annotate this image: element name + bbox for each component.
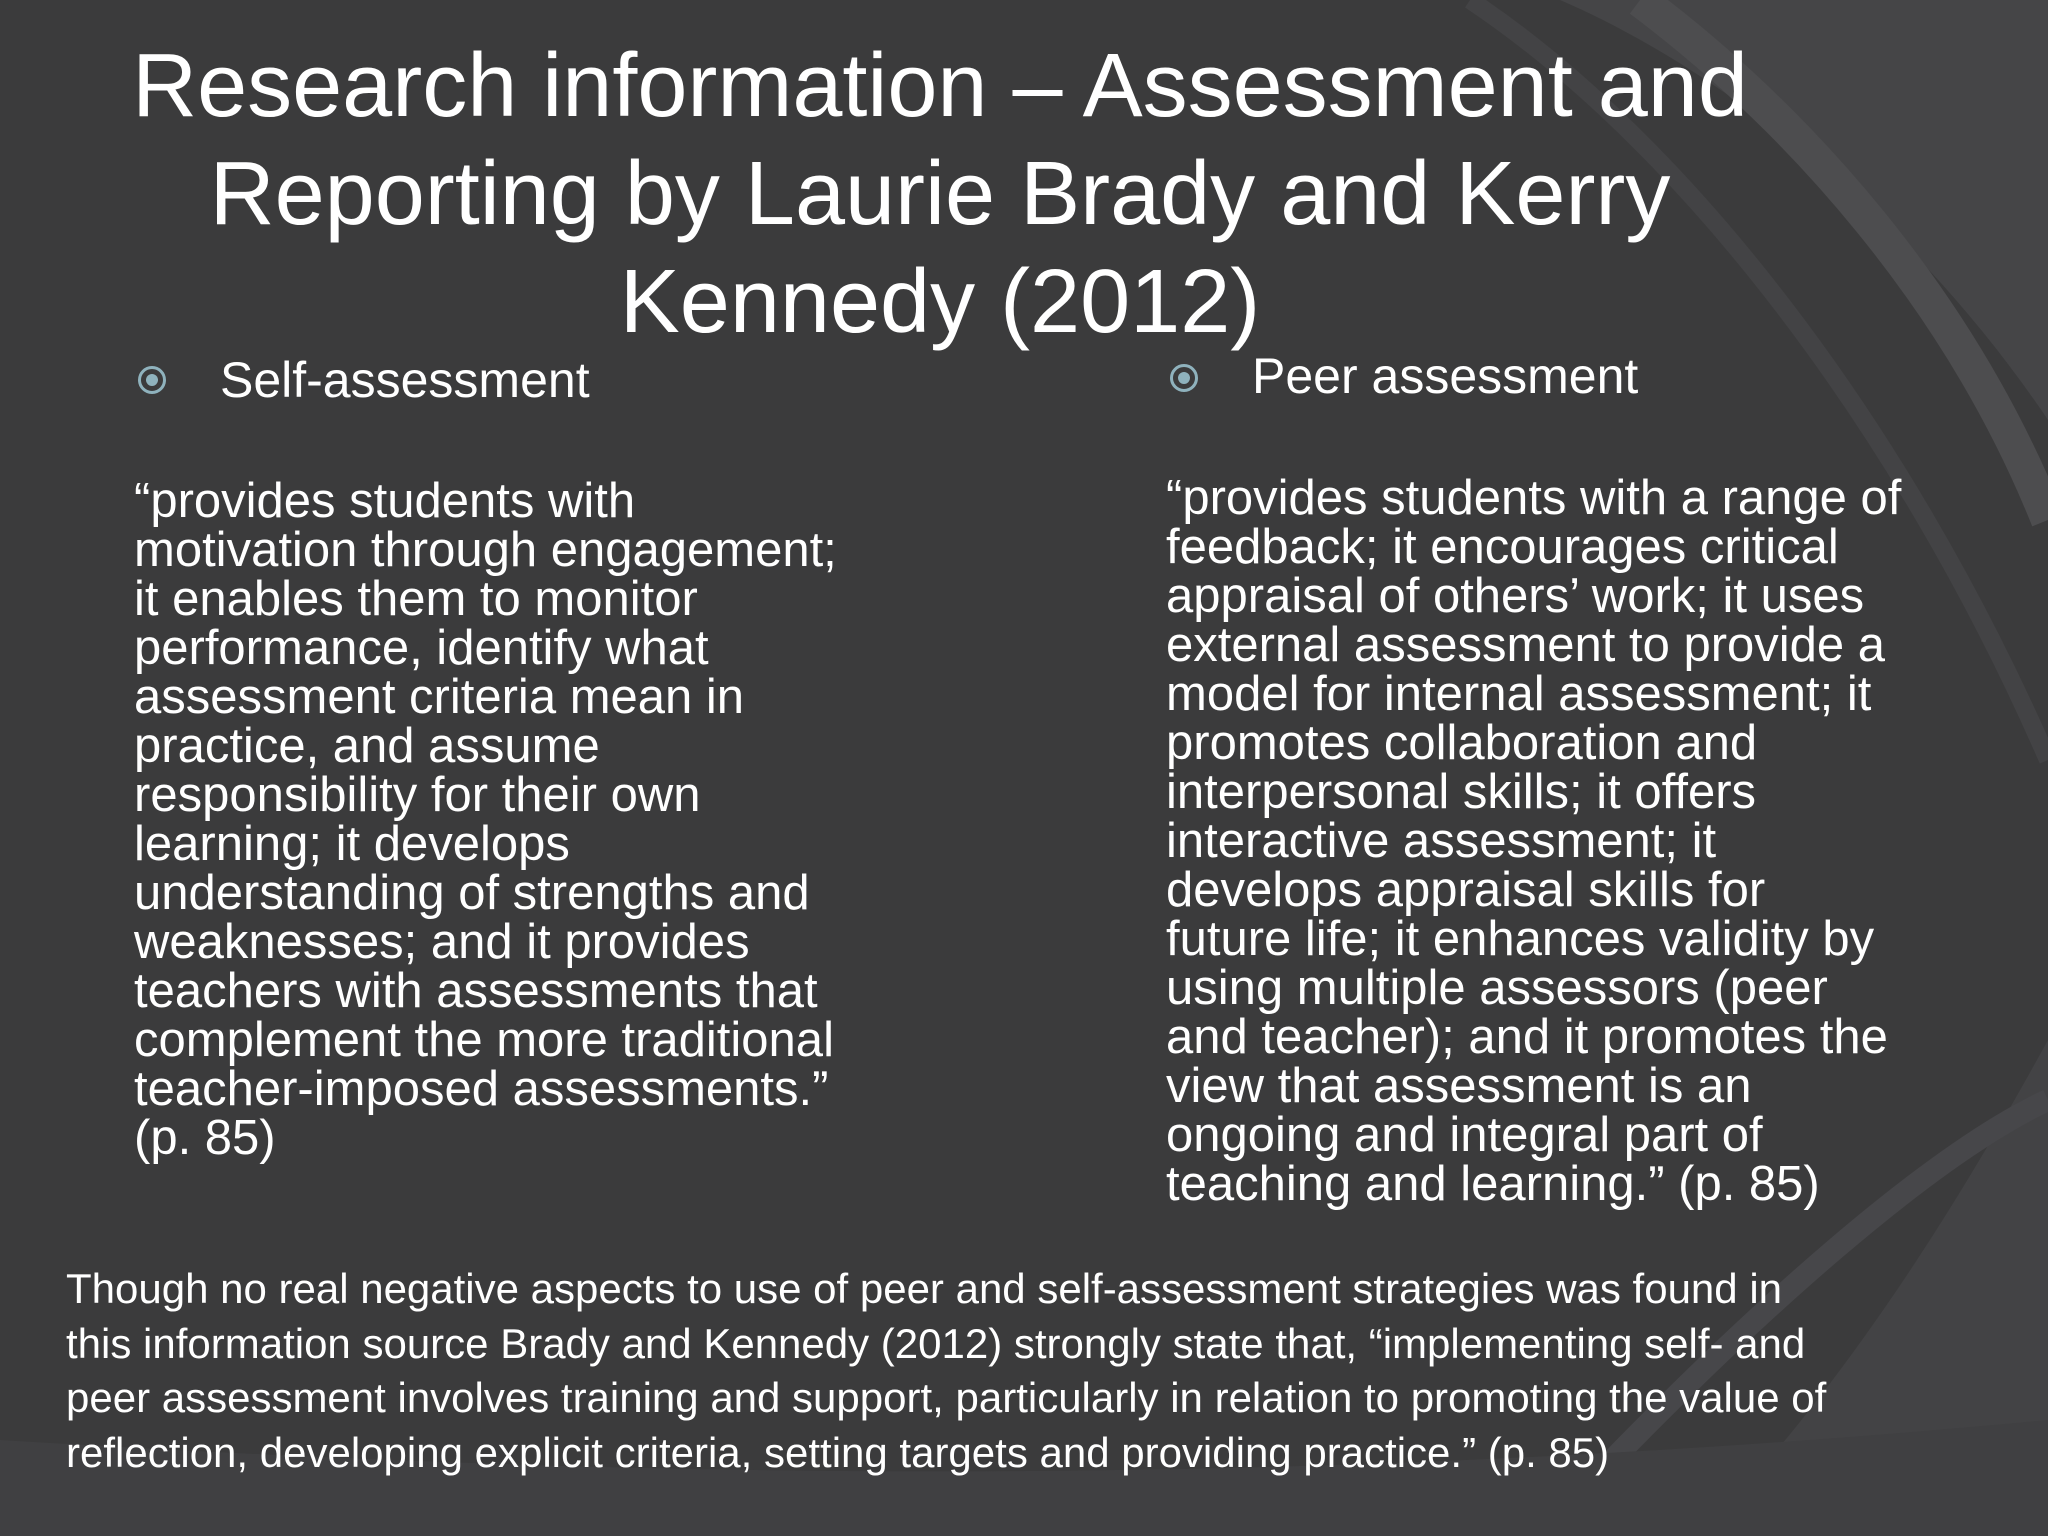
circle-bullet-icon <box>138 366 166 394</box>
quote-line: and teacher); and it promotes the <box>1166 1010 1888 1064</box>
quote-line: interactive assessment; it <box>1166 814 1717 868</box>
quote-line: view that assessment is an <box>1166 1059 1752 1113</box>
circle-bullet-icon <box>1170 364 1198 392</box>
quote-line: appraisal of others’ work; it uses <box>1166 569 1865 623</box>
quote-line: using multiple assessors (peer <box>1166 961 1828 1015</box>
quote-line: teaching and learning.” (p. 85) <box>1166 1157 1820 1211</box>
quote-line: interpersonal skills; it offers <box>1166 765 1757 819</box>
quote-line: performance, identify what <box>134 621 709 675</box>
quote-line: teachers with assessments that <box>134 964 818 1018</box>
summary-paragraph <box>66 1262 2006 1480</box>
quote-line: external assessment to provide a <box>1166 618 1886 672</box>
title-line: Research information – Assessment and <box>132 36 1748 136</box>
self-assessment-heading: Self-assessment <box>220 352 590 408</box>
quote-line: it enables them to monitor <box>134 572 698 626</box>
quote-line: responsibility for their own <box>134 768 701 822</box>
quote-line: feedback; it encourages critical <box>1166 520 1839 574</box>
self-assessment-quote <box>134 474 914 1165</box>
quote-line: weaknesses; and it provides <box>134 915 750 969</box>
quote-line: ongoing and integral part of <box>1166 1108 1763 1162</box>
quote-line: motivation through engagement; <box>134 523 837 577</box>
quote-line: (p. 85) <box>134 1111 276 1165</box>
quote-line: teacher-imposed assessments.” <box>134 1062 829 1116</box>
quote-line: learning; it develops <box>134 817 570 871</box>
quote-line: complement the more traditional <box>134 1013 834 1067</box>
summary-line: this information source Brady and Kennedy (2012) strongly state that, “implementing self- and <box>66 1319 1806 1367</box>
peer-assessment-heading: Peer assessment <box>1252 348 1639 404</box>
quote-line: promotes collaboration and <box>1166 716 1758 770</box>
quote-line: assessment criteria mean in <box>134 670 745 724</box>
quote-line: model for internal assessment; it <box>1166 667 1872 721</box>
peer-assessment-quote <box>1166 471 2006 1211</box>
summary-line: peer assessment involves training and support, particularly in relation to promoting the value of <box>66 1374 1827 1421</box>
slide-title <box>100 32 1780 356</box>
title-line: Kennedy (2012) <box>619 252 1261 352</box>
title-line: Reporting by Laurie Brady and Kerry <box>209 144 1671 244</box>
summary-line: Though no real negative aspects to use of peer and self-assessment strategies was found in <box>66 1265 1783 1312</box>
quote-line: “provides students with a range of <box>1166 471 1902 525</box>
quote-line: future life; it enhances validity by <box>1166 912 1875 966</box>
quote-line: practice, and assume <box>134 719 600 773</box>
quote-line: understanding of strengths and <box>134 866 810 920</box>
quote-line: “provides students with <box>134 474 636 528</box>
quote-line: develops appraisal skills for <box>1166 863 1766 917</box>
summary-line: reflection, developing explicit criteria, setting targets and providing practice.” (p. 85) <box>66 1428 1610 1476</box>
